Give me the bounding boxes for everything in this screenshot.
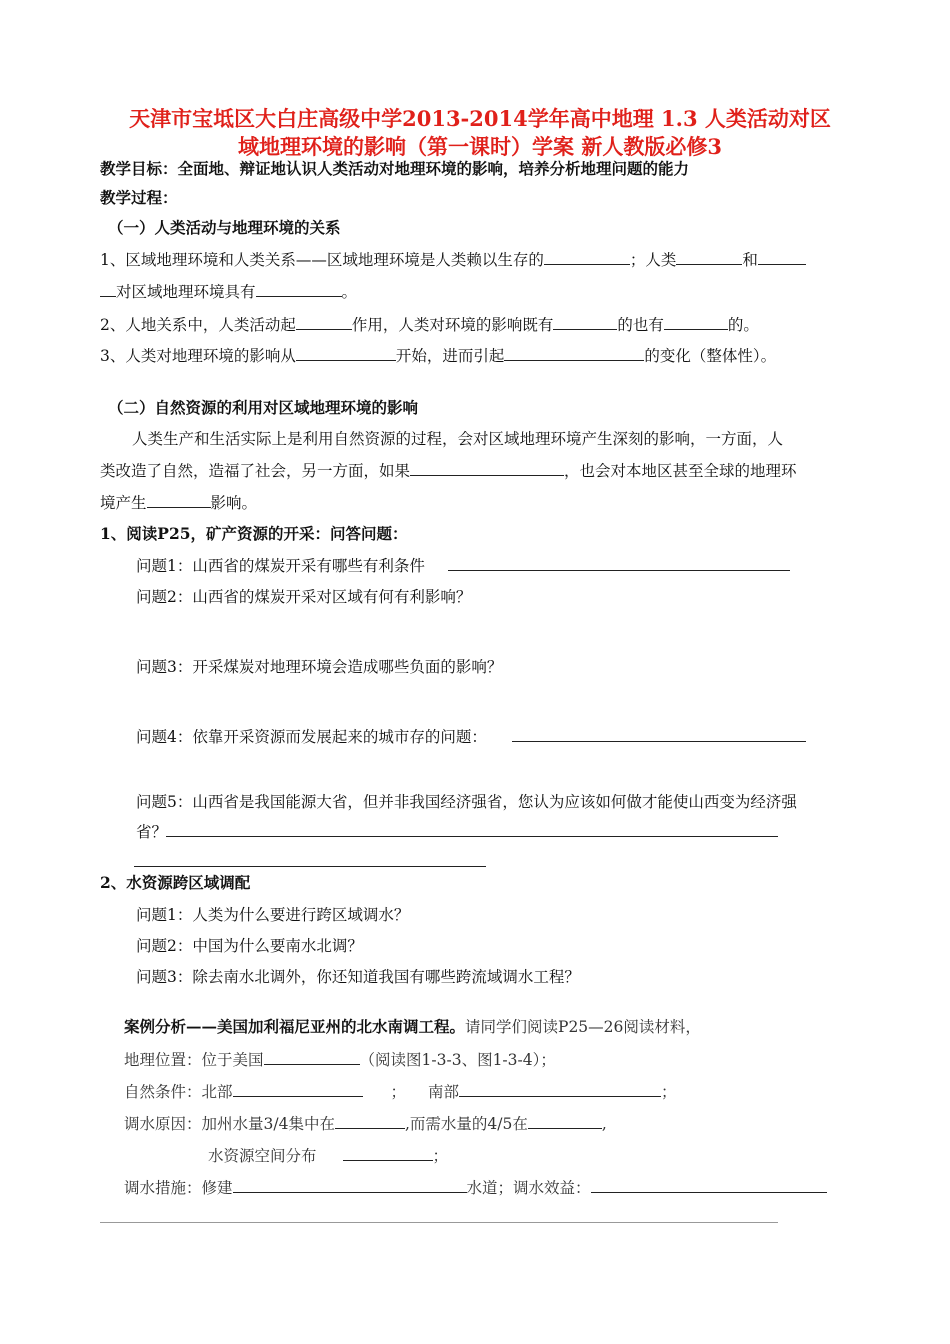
teaching-goal: 教学目标：全面地、辩证地认识人类活动对地理环境的影响，培养分析地理问题的能力 (100, 159, 690, 178)
blank[interactable] (343, 1159, 433, 1161)
blank[interactable] (264, 1063, 360, 1065)
footer-rule (100, 1222, 778, 1223)
blank[interactable] (256, 295, 342, 297)
blank[interactable] (504, 359, 644, 361)
mining-question-2: 问题2：山西省的煤炭开采对区域有何有利影响？ (136, 588, 472, 606)
answer-line[interactable] (166, 836, 778, 837)
intro-paragraph-line-2: 类改造了自然，造福了社会，另一方面，如果 ，也会对本地区甚至全球的地理环 (100, 462, 797, 480)
part-1-heading: 1、阅读P25，矿产资源的开采：问答问题： (100, 524, 408, 543)
case-location: 地理位置：位于美国 （阅读图1-3-3、图1-3-4）； (124, 1051, 556, 1069)
case-measures: 调水措施：修建 水道；调水效益： (124, 1176, 827, 1198)
blank[interactable] (664, 328, 728, 330)
water-question-2: 问题2：中国为什么要南水北调？ (136, 937, 363, 955)
case-natural-conditions: 自然条件：北部 ； 南部 ； (124, 1083, 677, 1101)
blank[interactable] (591, 1191, 827, 1193)
document-title-line-1: 天津市宝坻区大白庄高级中学2013-2014学年高中地理 1.3 人类活动对区 (129, 106, 831, 131)
mining-question-1: 问题1：山西省的煤炭开采有哪些有利条件 (136, 557, 425, 575)
answer-line[interactable] (512, 741, 806, 742)
section-1-heading: （一）人类活动与地理环境的关系 (108, 218, 341, 237)
section-2-heading: （二）自然资源的利用对区域地理环境的影响 (108, 398, 419, 417)
case-distribution: 水资源空间分布 ； (208, 1147, 449, 1165)
blank[interactable] (233, 1191, 467, 1193)
blank[interactable] (100, 295, 116, 297)
blank[interactable] (758, 263, 806, 265)
blank[interactable] (528, 1127, 602, 1129)
case-analysis-heading: 案例分析——美国加利福尼亚州的北水南调工程。请同学们阅读P25—26阅读材料， (124, 1017, 701, 1036)
water-question-3: 问题3：除去南水北调外，你还知道我国有哪些跨流域调水工程？ (136, 968, 580, 986)
mining-question-3: 问题3：开采煤炭对地理环境会造成哪些负面的影响？ (136, 658, 503, 676)
blank[interactable] (147, 506, 211, 508)
blank[interactable] (296, 328, 352, 330)
part-2-heading: 2、水资源跨区域调配 (100, 873, 251, 892)
blank[interactable] (296, 359, 396, 361)
blank[interactable] (233, 1095, 363, 1097)
intro-paragraph-line-3: 境产生 影响。 (100, 494, 258, 512)
blank[interactable] (459, 1095, 661, 1097)
item-1-line-2: 对区域地理环境具有 。 (100, 280, 357, 302)
intro-paragraph-line-1: 人类生产和生活实际上是利用自然资源的过程，会对区域地理环境产生深刻的影响，一方面，人 (132, 430, 784, 448)
blank[interactable] (553, 328, 617, 330)
blank[interactable] (335, 1127, 405, 1129)
answer-line[interactable] (134, 866, 486, 867)
blank[interactable] (544, 263, 630, 265)
document-title-line-2: 域地理环境的影响（第一课时）学案 新人教版必修3 (238, 134, 722, 159)
mining-question-4: 问题4：依靠开采资源而发展起来的城市存的问题： (136, 728, 487, 746)
blank[interactable] (676, 263, 742, 265)
mining-question-5-line-2: 省？ (136, 823, 168, 841)
mining-question-5-line-1: 问题5：山西省是我国能源大省，但并非我国经济强省，您认为应该如何做才能使山西变为经济强 (136, 793, 797, 811)
case-reason: 调水原因：加州水量3/4集中在 ,而需水量的4/5在 , (124, 1115, 607, 1133)
item-1-line-1: 1、区域地理环境和人类关系——区域地理环境是人类赖以生存的 ；人类 和 (100, 248, 806, 270)
water-question-1: 问题1：人类为什么要进行跨区域调水？ (136, 906, 410, 924)
blank[interactable] (410, 474, 564, 476)
item-3: 3、人类对地理环境的影响从 开始，进而引起 的变化（整体性）。 (100, 347, 777, 365)
answer-line[interactable] (448, 570, 790, 571)
teaching-process: 教学过程： (100, 188, 178, 207)
item-2: 2、人地关系中，人类活动起 作用，人类对环境的影响既有 的也有 的。 (100, 316, 759, 334)
